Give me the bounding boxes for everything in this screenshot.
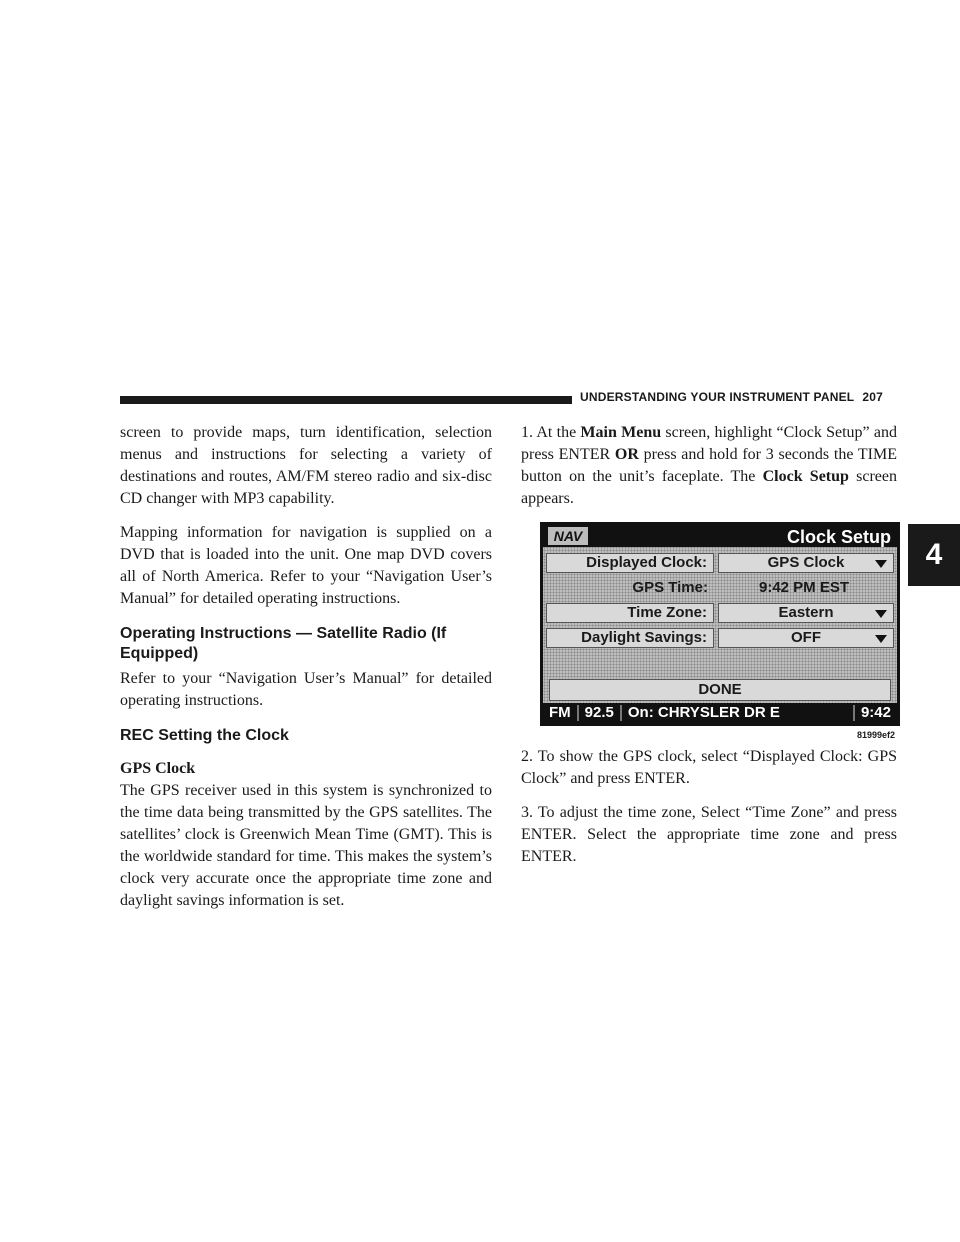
row-value: Eastern	[718, 603, 894, 623]
paragraph-intro: screen to provide maps, turn identification, selection menus and instructions for selecting a variety of destinations and routes, AM/FM stereo radio and six-disc CD changer with MP3 capability.	[120, 424, 492, 507]
row-daylight-savings	[546, 627, 894, 649]
step-3: 3. To adjust the time zone, Select “Time Zone” and press ENTER. Select the appropriate time zone and press ENTER.	[521, 804, 897, 865]
status-time: 9:42	[860, 704, 891, 721]
paragraph-gps: The GPS receiver used in this system is synchronized to the time data being transmitted by the GPS satellites. The satellites’ clock is Greenwich Mean Time (GMT). This is the worldwide standard for time. This makes the system’s clock very accurate once the appropriate time zone and daylight savings information is set.	[120, 782, 492, 909]
row-displayed-clock	[546, 552, 894, 574]
row-gps-time	[546, 577, 894, 599]
row-time-zone	[546, 602, 894, 624]
dropdown-caret-icon	[875, 560, 887, 568]
screen-title-bar	[543, 525, 897, 547]
page-number: 207	[862, 390, 883, 404]
figure-code: 81999ef2	[856, 730, 895, 740]
chapter-tab: 4	[908, 524, 960, 586]
dropdown-caret-icon	[875, 610, 887, 618]
status-station: On: CHRYSLER DR E	[627, 704, 780, 721]
section-title: UNDERSTANDING YOUR INSTRUMENT PANEL	[580, 390, 855, 404]
dropdown-caret-icon	[875, 635, 887, 643]
header-rule	[120, 396, 572, 404]
heading-setting-clock: REC Setting the Clock	[120, 727, 289, 744]
status-band: FM	[549, 704, 571, 721]
right-column	[521, 422, 897, 880]
heading-satellite-radio: Operating Instructions — Satellite Radio (If Equipped)	[120, 625, 447, 662]
status-frequency: 92.5	[584, 704, 614, 721]
left-column	[120, 422, 492, 912]
nav-tab: NAV	[548, 527, 588, 545]
row-value: OFF	[718, 628, 894, 648]
row-label: Daylight Savings:	[546, 628, 714, 648]
row-value: GPS Clock	[718, 553, 894, 573]
paragraph-mapping: Mapping information for navigation is supplied on a DVD that is loaded into the unit. One map DVD covers all of North America. Refer to your “Navigation User’s Manual” for detailed operating instructions.	[120, 524, 492, 607]
clock-setup-screen-figure	[540, 522, 900, 726]
step-1: 1. At the Main Menu screen, highlight “Clock Setup” and press ENTER OR press and hold for 3 seconds the TIME button on the unit’s faceplate. The Clock Setup screen appears.	[521, 424, 898, 507]
screen-status-bar	[543, 703, 897, 723]
done-button: DONE	[549, 679, 891, 701]
paragraph-satellite: Refer to your “Navigation User’s Manual” for detailed operating instructions.	[120, 670, 492, 709]
row-label: Displayed Clock:	[546, 553, 714, 573]
row-label: GPS Time:	[632, 579, 708, 596]
row-value: 9:42 PM EST	[758, 579, 850, 596]
screen-title: Clock Setup	[786, 527, 891, 547]
heading-gps-clock: GPS Clock	[120, 760, 196, 777]
step-2: 2. To show the GPS clock, select “Displayed Clock: GPS Clock” and press ENTER.	[521, 748, 897, 787]
running-header	[580, 390, 883, 404]
row-label: Time Zone:	[546, 603, 714, 623]
